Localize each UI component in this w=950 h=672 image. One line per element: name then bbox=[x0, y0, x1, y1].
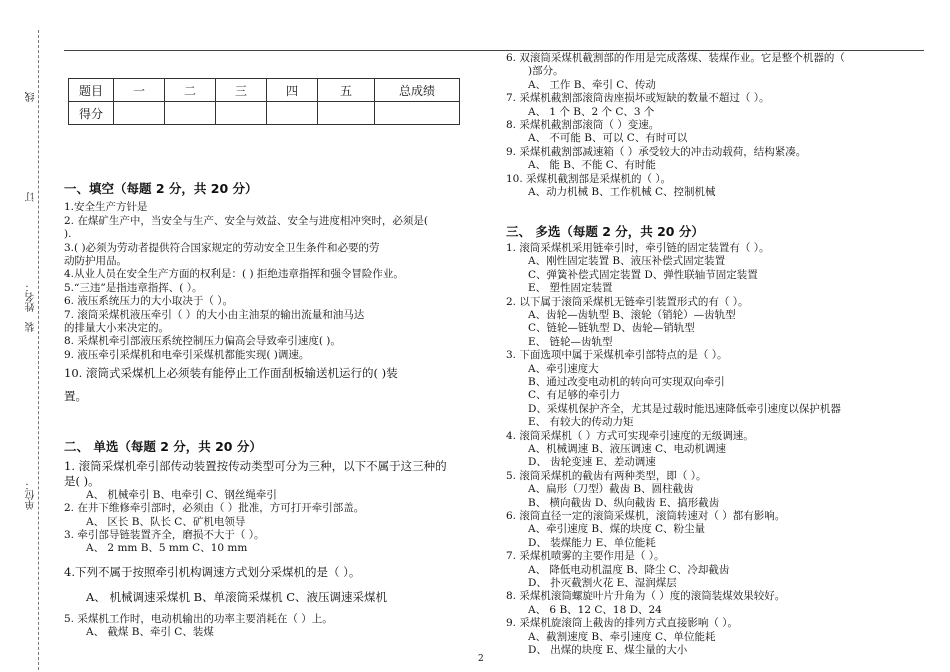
option-line: A、牵引速度大 bbox=[528, 362, 599, 375]
question-line: 1.安全生产方针是 bbox=[64, 201, 148, 214]
option-line: A、刚性固定装置 B、液压补偿式固定装置 bbox=[528, 255, 726, 268]
option-line: C、链轮—链轨型 D、齿轮—销轨型 bbox=[528, 322, 695, 335]
score-cell[interactable] bbox=[318, 102, 375, 125]
option-line: C、有足够的牵引力 bbox=[528, 389, 621, 402]
question-line: 3. 下面选项中属于采煤机牵引部特点的是（ ）。 bbox=[506, 349, 728, 362]
question-line: 2. 在井下维修牵引部时，必须由（ ）批准，方可打开牵引部盖。 bbox=[64, 502, 365, 515]
option-line: B、 横向截齿 D、纵向截齿 E、搞形截齿 bbox=[528, 496, 720, 509]
option-line: D、 扑灭截割火花 E、湿润煤层 bbox=[528, 577, 677, 590]
question-line: 9. 采煤机旋滚筒上截齿的排列方式直接影响（ ）。 bbox=[506, 617, 738, 630]
question-line: 3. 牵引部导链装置齐全，磨损不大于（ ）。 bbox=[64, 528, 265, 541]
option-line: D、 齿轮变速 E、差动调速 bbox=[528, 456, 656, 469]
option-line: E、 链轮—齿轨型 bbox=[528, 335, 613, 348]
option-line: A、 1 个 B、2 个 C、3 个 bbox=[528, 105, 655, 118]
question-line: 4. 滚筒采煤机（ ）方式可实现牵引速度的无级调速。 bbox=[506, 429, 754, 442]
score-header: 四 bbox=[267, 79, 318, 102]
question-line: 的排量大小来决定的。 bbox=[64, 322, 169, 335]
option-line: C、弹簧补偿式固定装置 D、弹性联轴节固定装置 bbox=[528, 268, 758, 281]
question-line: 10. 滚筒式采煤机上必须装有能停止工作面刮板输送机运行的( )装 bbox=[64, 366, 398, 381]
question-line: 2. 在煤矿生产中，当安全与生产、安全与效益、安全与进度相冲突时，必须是( bbox=[64, 214, 428, 227]
question-line: 7. 滚筒采煤机液压牵引（ ）的大小由主油泵的输出流量和油马达 bbox=[64, 308, 365, 321]
score-table-row bbox=[69, 102, 460, 125]
question-line: 8. 采煤机牵引部液压系统控制压力偏高会导致牵引速度( )。 bbox=[64, 335, 341, 348]
option-line: A、牵引速度 B、煤的块度 C、粉尘量 bbox=[528, 523, 706, 536]
option-line: A、 6 B、12 C、18 D、24 bbox=[528, 603, 662, 616]
question-line: 动防护用品。 bbox=[64, 255, 127, 268]
header-rule bbox=[64, 50, 924, 51]
question-line: 5.“三违”是指违章指挥、( ）。 bbox=[64, 281, 203, 294]
score-header: 二 bbox=[165, 79, 216, 102]
question-line: 6. 双滚筒采煤机截割部的作用是完成落煤、装煤作业。它是整个机器的（ bbox=[506, 52, 845, 64]
margin-label-unit: 单位： bbox=[26, 480, 37, 510]
question-line: 4.从业人员在安全生产方面的权利是：( ) 拒绝违章指挥和强令冒险作业。 bbox=[64, 268, 404, 281]
score-header: 五 bbox=[318, 79, 375, 102]
question-line: 4.下列不属于按照牵引机构调速方式划分采煤机的是（ ）。 bbox=[64, 564, 361, 579]
section-title-single-choice: 二、 单选（每题 2 分，共 20 分） bbox=[64, 439, 262, 455]
option-line: A、 机械调速采煤机 B、单滚筒采煤机 C、液压调速采煤机 bbox=[86, 589, 388, 604]
option-line: A、齿轮—齿轨型 B、滚轮（销轮）—齿轨型 bbox=[528, 308, 736, 321]
section-title-multi-choice: 三、 多选（每题 2 分，共 20 分） bbox=[506, 224, 704, 240]
margin-label-xian: 线 bbox=[26, 92, 37, 102]
margin-label-name: 姓名： bbox=[26, 282, 37, 312]
question-line: 8. 采煤机截割部滚筒（ ）变速。 bbox=[506, 119, 660, 132]
binding-line bbox=[38, 30, 39, 670]
left-column bbox=[64, 182, 469, 640]
option-line: A、 能 B、不能 C、有时能 bbox=[528, 159, 656, 172]
question-line: 1. 滚筒采煤机采用链牵引时，牵引链的固定装置有（ ）。 bbox=[506, 241, 770, 254]
score-header: 题目 bbox=[69, 79, 114, 102]
option-line: A、 降低电动机温度 B、降尘 C、冷却截齿 bbox=[528, 563, 730, 576]
score-cell[interactable] bbox=[114, 102, 165, 125]
question-line: 10. 采煤机截割部是采煤机的（ ）。 bbox=[506, 172, 672, 185]
question-line: 9. 液压牵引采煤机和电牵引采煤机都能实现( )调速。 bbox=[64, 348, 310, 361]
page-number: 2 bbox=[478, 654, 484, 664]
option-line: A、截割速度 B、牵引速度 C、单位能耗 bbox=[528, 630, 716, 643]
option-line: E、 塑性固定装置 bbox=[528, 282, 613, 295]
right-column bbox=[506, 52, 926, 657]
question-line: 6. 液压系统压力的大小取决于（ ）。 bbox=[64, 295, 233, 308]
option-line: D、采煤机保护齐全，尤其是过载时能迅速降低牵引速度以保护机器 bbox=[528, 402, 841, 415]
score-header: 一 bbox=[114, 79, 165, 102]
margin-label-zhuang: 装 bbox=[26, 322, 37, 332]
question-line: 9. 采煤机截割部减速箱（ ）承受较大的冲击动载荷，结构紧凑。 bbox=[506, 145, 807, 158]
question-line: 3.( )必须为劳动者提供符合国家规定的劳动安全卫生条件和必要的劳 bbox=[64, 241, 380, 254]
option-line: A、 区长 B、队长 C、矿机电领导 bbox=[86, 515, 246, 528]
question-line: 置。 bbox=[64, 389, 87, 404]
score-header: 三 bbox=[216, 79, 267, 102]
option-line: A、 工作 B、牵引 C、传动 bbox=[528, 78, 656, 91]
option-line: A、机械调速 B、液压调速 C、电动机调速 bbox=[528, 442, 727, 455]
question-line: ). bbox=[64, 228, 72, 241]
score-cell[interactable] bbox=[216, 102, 267, 125]
score-table bbox=[68, 78, 460, 125]
question-line: 1. 滚筒采煤机牵引部传动装置按传动类型可分为三种，以下不属于这三种的 bbox=[64, 458, 447, 473]
question-line: 5. 采煤机工作时，电动机输出的功率主要消耗在（ ）上。 bbox=[64, 612, 333, 625]
margin-label-ding: 订 bbox=[26, 192, 37, 202]
question-line: )部分。 bbox=[528, 65, 564, 78]
binding-margin bbox=[0, 0, 60, 672]
score-cell[interactable] bbox=[165, 102, 216, 125]
question-line: 7. 采煤机喷雾的主要作用是（ ）。 bbox=[506, 550, 665, 563]
option-line: A、动力机械 B、工作机械 C、控制机械 bbox=[528, 186, 716, 199]
option-line: A、扁形（刀型）截齿 B、圆柱截齿 bbox=[528, 483, 694, 496]
option-line: D、 装煤能力 E、单位能耗 bbox=[528, 536, 656, 549]
option-line: A、 机械牵引 B、电牵引 C、钢丝绳牵引 bbox=[86, 488, 277, 501]
question-line: 5. 滚筒采煤机的截齿有两种类型，即（ ）。 bbox=[506, 469, 707, 482]
score-cell[interactable] bbox=[375, 102, 460, 125]
section-title-fill-blank: 一、填空（每题 2 分，共 20 分） bbox=[64, 181, 258, 196]
question-line: 6. 滚筒直径一定的滚筒采煤机，滚筒转速对（ ）都有影响。 bbox=[506, 510, 786, 522]
option-line: A、 2 mm B、5 mm C、10 mm bbox=[86, 542, 248, 555]
score-row-label: 得分 bbox=[69, 102, 114, 125]
score-table-header-row bbox=[69, 79, 460, 102]
option-line: D、 出煤的块度 E、煤尘量的大小 bbox=[528, 644, 688, 657]
score-header: 总成绩 bbox=[375, 79, 460, 102]
question-line: 7. 采煤机截割部滚筒齿座损坏或短缺的数量不超过（ ）。 bbox=[506, 92, 770, 105]
option-line: A、 不可能 B、可以 C、有时可以 bbox=[528, 132, 688, 145]
option-line: B、通过改变电动机的转向可实现双向牵引 bbox=[528, 375, 725, 388]
score-cell[interactable] bbox=[267, 102, 318, 125]
option-line: A、 截煤 B、牵引 C、装煤 bbox=[86, 626, 214, 639]
question-line: 8. 采煤机滚筒螺旋叶片升角为（ ）度的滚筒装煤效果较好。 bbox=[506, 590, 786, 603]
question-line: 是( )。 bbox=[64, 473, 100, 488]
option-line: E、 有较大的传动力矩 bbox=[528, 416, 634, 429]
question-line: 2. 以下属于滚筒采煤机无链牵引装置形式的有（ ）。 bbox=[506, 295, 749, 308]
